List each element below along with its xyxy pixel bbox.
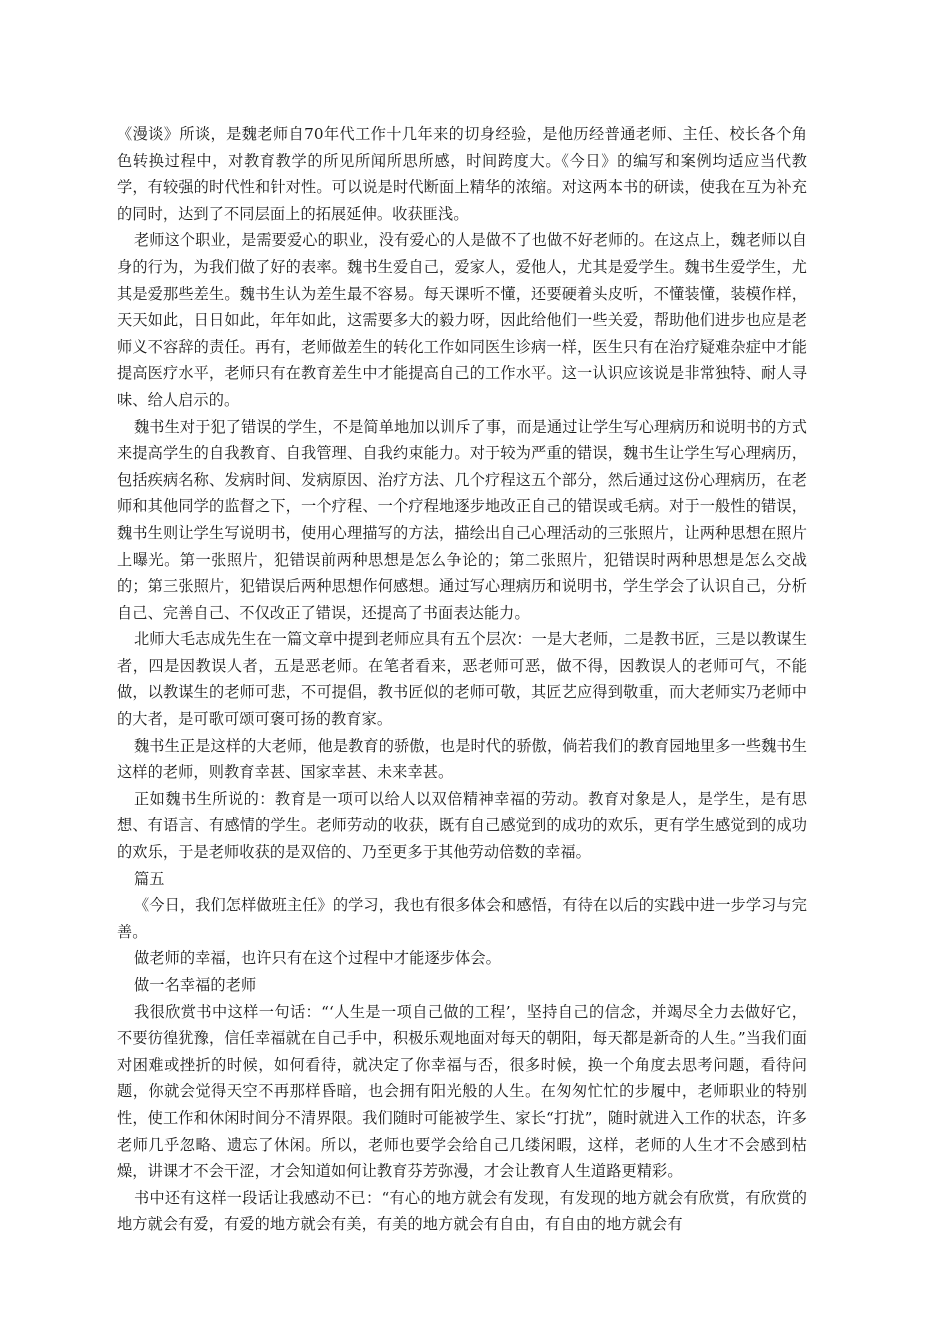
paragraph-teacher-happiness: 做老师的幸福，也许只有在这个过程中才能逐步体会。	[134, 949, 501, 968]
subheading-happy-teacher: 做一名幸福的老师	[134, 976, 257, 994]
section-heading-pian-wu: 篇五	[134, 869, 165, 888]
document-page	[117, 121, 807, 1238]
paragraph-double-happiness: 正如魏书生所说的：教育是一项可以给人以双倍精神幸福的劳动。教育对象是人，是学生，是有思想、有语言、有感情的学生。老师劳动的收获，既有自己感觉到的成功的欢乐，更有学生感觉到的成功的欢乐，于是老师收获的是双倍的、乃至更多于其他劳动倍数的幸福。	[117, 789, 807, 862]
paragraph-book-study: 《今日，我们怎样做班主任》的学习，我也有很多体会和感悟，有待在以后的实践中进一步学习与完善。	[117, 896, 807, 941]
paragraph-manhua-summary: 《漫谈》所谈，是魏老师自70年代工作十几年来的切身经验，是他历经普通老师、主任、校长各个角色转换过程中，对教育教学的所见所闻所思所感，时间跨度大。《今日》的编写和案例均适应当代教学，有较强的时代性和针对性。可以说是时代断面上精华的浓缩。对这两本书的研读，使我在互为补充的同时，达到了不同层面上的拓展延伸。收获匪浅。	[117, 125, 807, 223]
paragraph-five-levels: 北师大毛志成先生在一篇文章中提到老师应具有五个层次：一是大老师，二是教书匠，三是以教谋生者，四是因教误人者，五是恶老师。在笔者看来，恶老师可恶，做不得，因教误人的老师可气，不能做，以教谋生的老师可悲，不可提倡，教书匠似的老师可敬，其匠艺应得到敬重，而大老师实乃老师中的大者，是可歌可颂可褒可扬的教育家。	[117, 630, 807, 729]
paragraph-moving-quote: 书中还有这样一段话让我感动不已：“有心的地方就会有发现，有发现的地方就会有欣赏，有欣赏的地方就会有爱，有爱的地方就会有美，有美的地方就会有自由，有自由的地方就会有	[117, 1188, 807, 1234]
paragraph-psychological-record: 魏书生对于犯了错误的学生，不是简单地加以训斥了事，而是通过让学生写心理病历和说明书的方式来提高学生的自我教育、自我管理、自我约束能力。对于较为严重的错误，魏书生让学生写心理病历，包括疾病名称、发病时间、发病原因、治疗方法、几个疗程这五个部分，然后通过这份心理病历，在老师和其他同学的监督之下，一个疗程、一个疗程地逐步地改正自己的错误或毛病。对于一般性的错误，魏书生则让学生写说明书，使用心理描写的方法，描绘出自己心理活动的三张照片，让两种思想在照片上曝光。第一张照片，犯错误前两种思想是怎么争论的；第二张照片，犯错误时两种思想是怎么交战的；第三张照片，犯错误后两种思想作何感想。通过写心理病历和说明书，学生学会了认识自己，分析自己、完善自己、不仅改正了错误，还提高了书面表达能力。	[117, 417, 807, 622]
paragraph-great-teacher: 魏书生正是这样的大老师，他是教育的骄傲，也是时代的骄傲，倘若我们的教育园地里多一些魏书生这样的老师，则教育幸甚、国家幸甚、未来幸甚。	[117, 736, 807, 782]
paragraph-life-project-quote: 我很欣赏书中这样一句话：“‘人生是一项自己做的工程’，坚持自己的信念，并竭尽全力去做好它，不要彷徨犹豫，信任幸福就在自己手中，积极乐观地面对每天的朝阳，每天都是新奇的人生。”当我们面对困难或挫折的时候，如何看待，就决定了你幸福与否，很多时候，换一个角度去思考问题，看待问题，你就会觉得天空不再那样昏暗，也会拥有阳光般的人生。在匆匆忙忙的步履中，老师职业的特别性，使工作和休闲时间分不清界限。我们随时可能被学生、家长“打扰”，随时就进入工作的状态，许多老师几乎忽略、遗忘了休闲。所以，老师也要学会给自己几缕闲暇，这样，老师的人生才不会感到枯燥，讲课才不会干涩，才会知道如何让教育芬芳弥漫，才会让教育人生道路更精彩。	[117, 1002, 807, 1181]
paragraph-teacher-love: 老师这个职业，是需要爱心的职业，没有爱心的人是做不了也做不好老师的。在这点上，魏老师以自身的行为，为我们做了好的表率。魏书生爱自己，爱家人，爱他人，尤其是爱学生。魏书生爱学生，尤其是爱那些差生。魏书生认为差生最不容易。每天课听不懂，还要硬着头皮听，不懂装懂，装模作样，天天如此，日日如此，年年如此，这需要多大的毅力呀，因此给他们一些关爱，帮助他们进步也应是老师义不容辞的责任。再有，老师做差生的转化工作如同医生诊病一样，医生只有在治疗疑难杂症中才能提高医疗水平，老师只有在教育差生中才能提高自己的工作水平。这一认识应该说是非常独特、耐人寻味、给人启示的。	[117, 231, 807, 409]
